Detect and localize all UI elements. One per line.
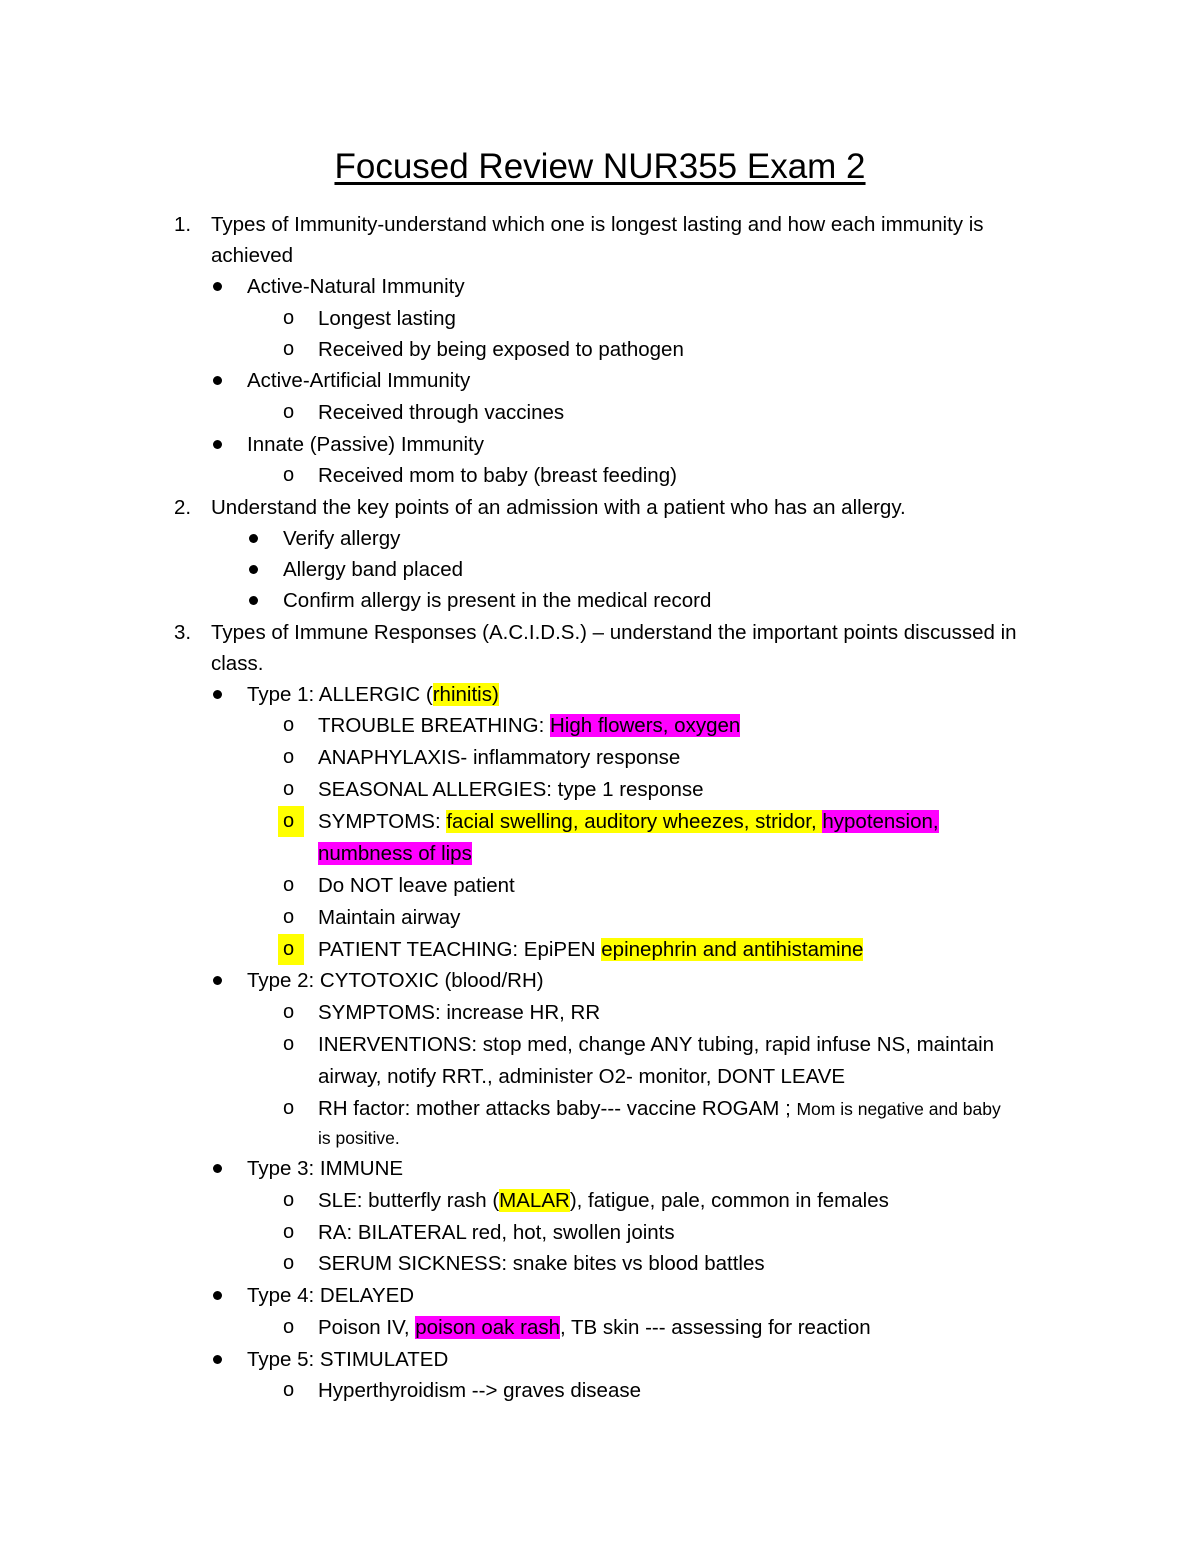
list-item: Maintain airway [318,906,461,929]
page-title: Focused Review NUR355 Exam 2 [334,147,866,186]
sub-bullet-icon: o [283,714,295,736]
type-2-heading: Type 2: CYTOTOXIC (blood/RH) [247,969,544,992]
type-4-heading: Type 4: DELAYED [247,1284,415,1307]
type-5-heading: Type 5: STIMULATED [247,1348,449,1371]
list-number: 1. [174,213,192,236]
sub-bullet-icon: o [278,934,304,965]
list-item-continued: airway, notify RRT., administer O2- monitor, DONT LEAVE [318,1065,846,1088]
question-3-line-2: class. [211,652,264,675]
sub-bullet-icon: o [283,1316,295,1338]
text-span: Poison IV, [318,1316,416,1339]
bullet-icon [213,1355,222,1364]
list-item: SERUM SICKNESS: snake bites vs blood battles [318,1252,765,1275]
list-item: Active-Artificial Immunity [247,369,471,392]
text-span: PATIENT TEACHING: EpiPEN [318,938,602,961]
highlighted-text: hypotension, [822,810,939,833]
list-item [318,710,740,741]
list-item: Innate (Passive) Immunity [247,433,484,456]
list-item: SYMPTOMS: increase HR, RR [318,1001,601,1024]
list-item-continued: is positive. [318,1128,400,1148]
highlighted-text: poison oak rash [415,1316,560,1339]
bullet-icon [213,690,222,699]
list-item: RA: BILATERAL red, hot, swollen joints [318,1221,675,1244]
text-span: SLE: butterfly rash ( [318,1189,500,1212]
sub-bullet-icon: o [278,806,304,837]
text-span: RH factor: mother attacks baby--- vaccine ROGAM ; [318,1097,797,1120]
sub-bullet-icon: o [283,1033,295,1055]
bullet-icon [213,976,222,985]
list-item [318,1185,889,1216]
question-1-line-2: achieved [211,244,294,267]
sub-bullet-icon: o [283,1001,295,1023]
bullet-icon [249,596,258,605]
sub-bullet-icon: o [283,1097,295,1119]
highlighted-text: epinephrin and antihistamine [601,938,864,961]
small-text: Mom is negative and baby [796,1099,1001,1119]
bullet-icon [213,376,222,385]
type-1-heading [247,679,499,710]
highlighted-text: facial swelling, auditory wheezes, stridor, [446,810,823,833]
list-item: Hyperthyroidism --> graves disease [318,1379,641,1402]
list-item: Verify allergy [283,527,401,550]
bullet-icon [213,282,222,291]
sub-bullet-icon: o [283,1379,295,1401]
list-item [318,806,939,837]
list-item: Active-Natural Immunity [247,275,465,298]
text-span: TROUBLE BREATHING: [318,714,550,737]
list-item: INERVENTIONS: stop med, change ANY tubing, rapid infuse NS, maintain [318,1033,995,1056]
bullet-icon [213,440,222,449]
bullet-icon [213,1164,222,1173]
text-span: Type 1: ALLERGIC ( [247,683,433,706]
list-item [318,1312,871,1343]
sub-bullet-icon: o [283,874,295,896]
question-3-line-1: Types of Immune Responses (A.C.I.D.S.) – understand the important points discussed in [211,621,1017,644]
list-number: 2. [174,496,192,519]
list-item: Allergy band placed [283,558,464,581]
list-number: 3. [174,621,192,644]
question-2: Understand the key points of an admission with a patient who has an allergy. [211,496,906,519]
bullet-icon [249,534,258,543]
sub-bullet-icon: o [283,307,295,329]
list-item: Received by being exposed to pathogen [318,338,684,361]
list-item: Do NOT leave patient [318,874,515,897]
highlighted-text: High flowers, oxygen [550,714,741,737]
highlighted-text: rhinitis) [432,683,499,706]
text-span: ), fatigue, pale, common in females [569,1189,889,1212]
text-span: SYMPTOMS: [318,810,447,833]
list-item-continued [318,838,472,869]
list-item: Confirm allergy is present in the medical record [283,589,712,612]
bullet-icon [213,1291,222,1300]
sub-bullet-icon: o [283,464,295,486]
list-item: ANAPHYLAXIS- inflammatory response [318,746,681,769]
sub-bullet-icon: o [283,778,295,800]
sub-bullet-icon: o [283,338,295,360]
sub-bullet-icon: o [283,401,295,423]
text-span: , TB skin --- assessing for reaction [560,1316,871,1339]
list-item [318,1093,1001,1125]
highlighted-text: numbness of lips [318,842,472,865]
sub-bullet-icon: o [283,746,295,768]
bullet-icon [249,565,258,574]
list-item: SEASONAL ALLERGIES: type 1 response [318,778,704,801]
sub-bullet-icon: o [283,906,295,928]
list-item [318,934,863,965]
highlighted-text: MALAR [499,1189,570,1212]
list-item: Longest lasting [318,307,456,330]
question-1-line-1: Types of Immunity-understand which one is longest lasting and how each immunity is [211,213,984,236]
sub-bullet-icon: o [283,1221,295,1243]
list-item: Received through vaccines [318,401,565,424]
type-3-heading: Type 3: IMMUNE [247,1157,404,1180]
sub-bullet-icon: o [283,1189,295,1211]
sub-bullet-icon: o [283,1252,295,1274]
list-item: Received mom to baby (breast feeding) [318,464,677,487]
